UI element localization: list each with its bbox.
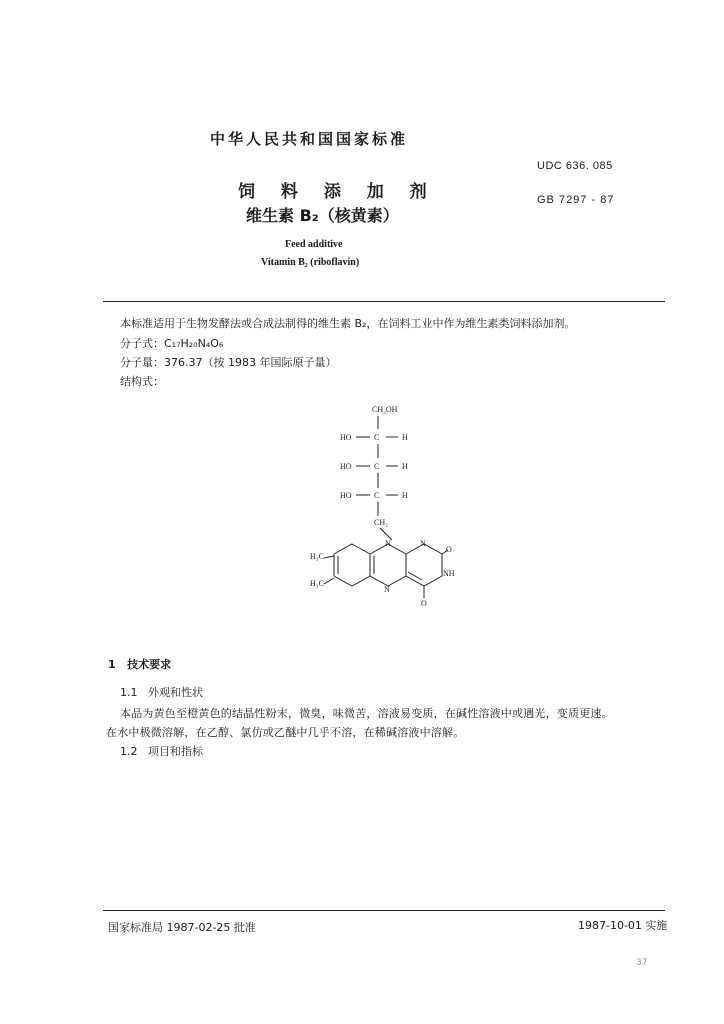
standard-title: 中华人民共和国国家标准 <box>210 130 409 148</box>
section-1-heading <box>108 656 171 672</box>
section-1-title: 技术要求 <box>127 658 172 671</box>
ho-label-1: HO <box>340 433 352 442</box>
formula-label: 分子式： <box>120 337 164 350</box>
n-label-1: N <box>420 539 426 548</box>
formula-line <box>120 335 223 351</box>
ch2oh-label: CH₂OH <box>372 405 398 414</box>
section-1-1-number: 1.1 <box>120 686 138 699</box>
c-label-1: C <box>374 433 380 442</box>
h3c-label-2: H₃C <box>310 579 324 588</box>
h-label-3: H <box>402 491 408 500</box>
section-1-2-title: 项目和指标 <box>148 745 203 758</box>
h-label-1: H <box>402 433 408 442</box>
section-1-2-number: 1.2 <box>120 745 138 758</box>
mw-label: 分子量： <box>120 356 164 369</box>
mw-value: 376.37（按 1983 年国际原子量） <box>164 356 337 369</box>
document-title: 饲 料 添 加 剂 <box>238 182 437 202</box>
english-title: Feed additive <box>285 239 343 250</box>
c-label-2: C <box>374 462 380 471</box>
section-1-1-heading <box>120 684 203 700</box>
o-label-2: O <box>446 545 452 554</box>
footer-rule <box>103 910 665 911</box>
approval-date: 国家标准局 1987-02-25 批准 <box>108 921 256 934</box>
ho-label-3: HO <box>340 491 352 500</box>
n-label-10: N <box>385 539 391 548</box>
nh-label: NH <box>443 569 455 578</box>
appearance-text-1: 本品为黄色至橙黄色的结晶性粉末，微臭，味微苦，溶液易变质，在碱性溶液中或遇光，变质更速。 <box>120 707 613 720</box>
appearance-text-2: 在水中极微溶解，在乙醇、氯仿或乙醚中几乎不溶，在稀碱溶液中溶解。 <box>106 726 465 739</box>
udc-code: UDC 636. 085 <box>537 160 613 172</box>
header-rule <box>103 301 665 302</box>
formula-value: C₁₇H₂₀N₄O₆ <box>164 337 224 350</box>
h-label-2: H <box>402 462 408 471</box>
molecular-weight-line <box>120 354 336 370</box>
scope-text: 本标准适用于生物发酵法或合成法制得的维生素 B₂，在饲料工业中作为维生素类饲料添加剂。 <box>120 317 576 330</box>
section-1-2-heading <box>120 743 203 759</box>
structural-formula <box>300 400 460 620</box>
page-number: 37 <box>636 958 648 968</box>
c-label-3: C <box>374 491 380 500</box>
section-1-number: 1 <box>108 658 116 671</box>
o-label-4: O <box>421 599 427 608</box>
n-label-5: N <box>384 585 390 594</box>
h3c-label-1: H₃C <box>310 552 324 561</box>
section-1-1-title: 外观和性状 <box>148 686 203 699</box>
structure-label: 结构式： <box>120 375 164 388</box>
ho-label-2: HO <box>340 462 352 471</box>
ch2-label: CH₂ <box>374 518 388 527</box>
gb-code: GB 7297 - 87 <box>537 194 615 206</box>
document-subtitle: 维生素 B₂（核黄素） <box>246 206 399 225</box>
implementation-date: 1987-10-01 实施 <box>578 919 668 932</box>
english-subtitle: Vitamin B₂ (riboflavin) <box>261 257 360 268</box>
